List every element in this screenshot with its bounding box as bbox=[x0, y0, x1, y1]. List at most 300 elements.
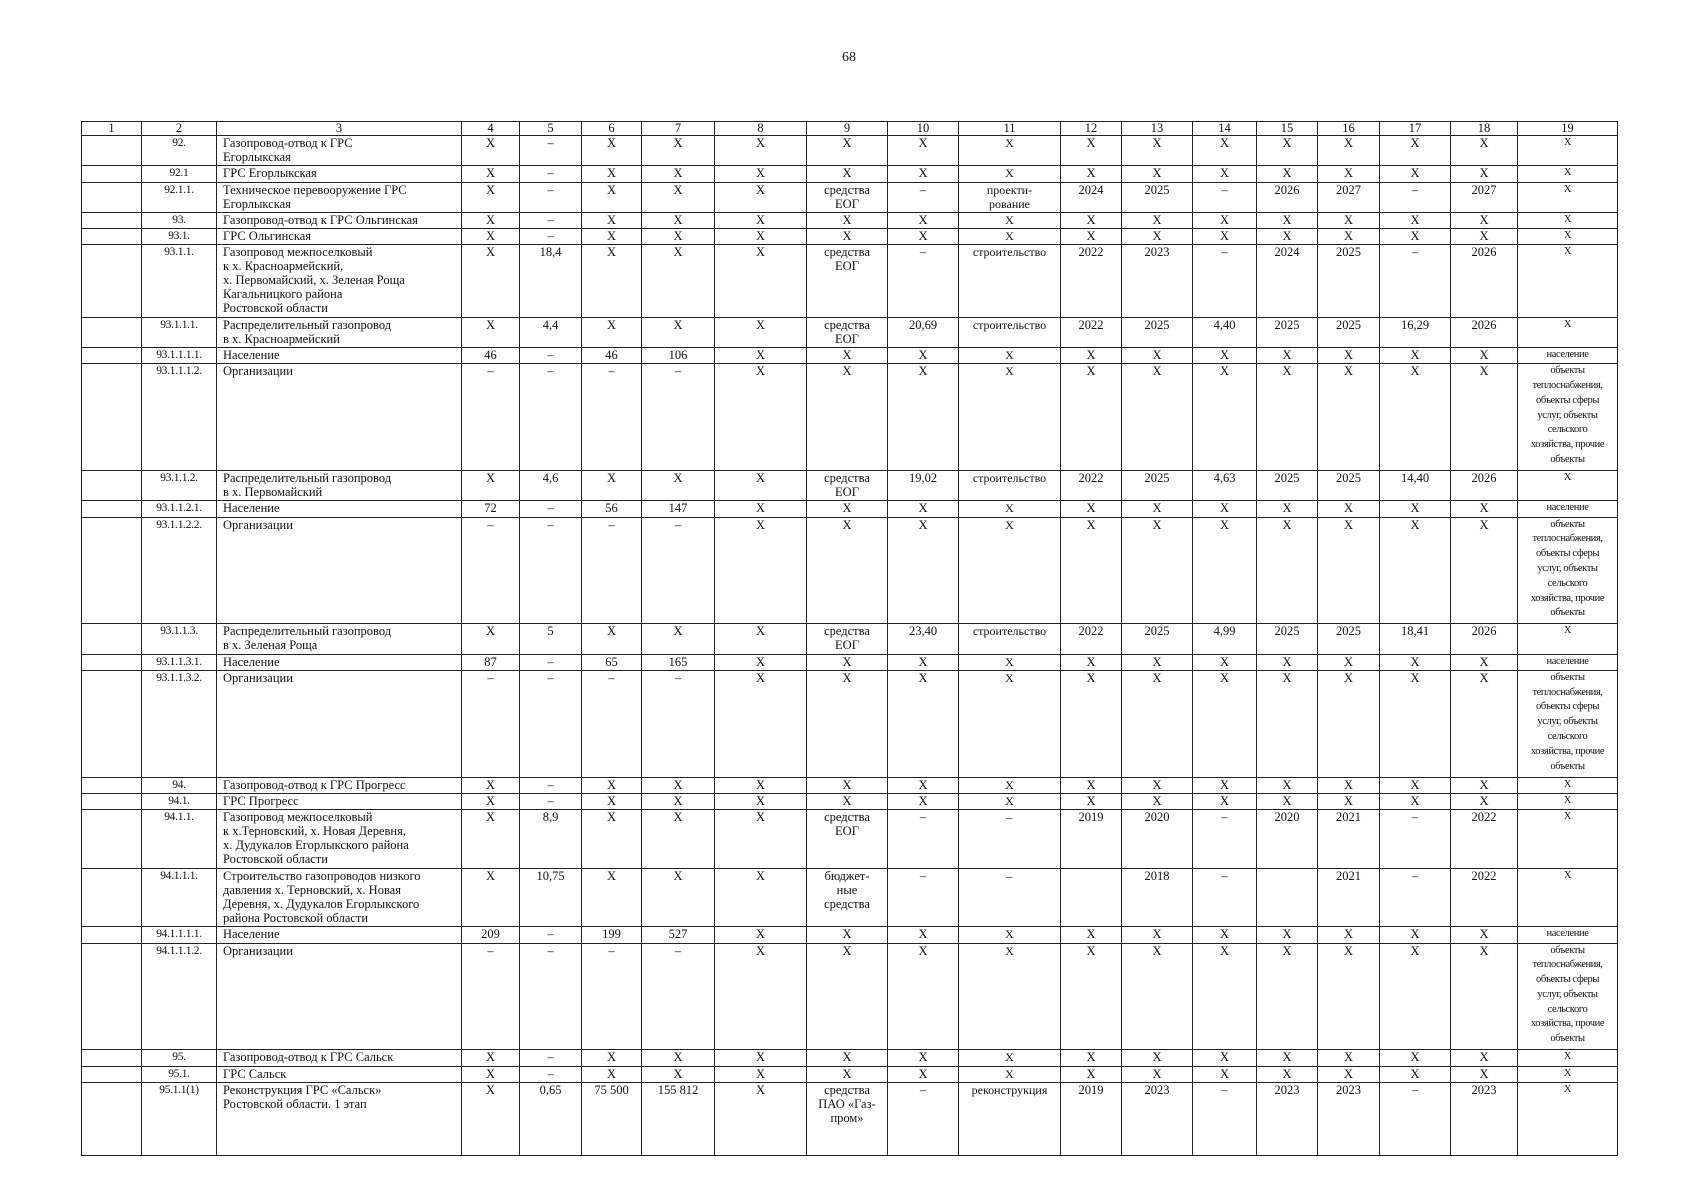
table-cell: Х bbox=[1193, 943, 1257, 1050]
table-cell: – bbox=[1380, 245, 1451, 318]
table-cell: Х bbox=[1318, 793, 1380, 809]
column-number: 11 bbox=[959, 122, 1061, 136]
table-cell: 2023 bbox=[1122, 245, 1193, 318]
table-cell: 2022 bbox=[1061, 624, 1122, 654]
table-cell: 2021 bbox=[1318, 868, 1380, 927]
table-cell: Х bbox=[715, 868, 807, 927]
table-row bbox=[82, 228, 1618, 244]
table-cell: – bbox=[888, 182, 959, 212]
table-cell: Х bbox=[715, 166, 807, 182]
table-cell bbox=[82, 1050, 142, 1066]
column-number: 15 bbox=[1257, 122, 1318, 136]
table-cell: Население bbox=[217, 348, 462, 364]
table-cell: Население bbox=[217, 501, 462, 517]
table-cell: Х bbox=[715, 517, 807, 624]
table-cell bbox=[82, 793, 142, 809]
table-cell: 2024 bbox=[1257, 245, 1318, 318]
table-cell: 199 bbox=[582, 927, 642, 943]
table-cell: 2020 bbox=[1122, 809, 1193, 868]
table-cell: Х bbox=[1193, 927, 1257, 943]
table-cell: Х bbox=[807, 501, 888, 517]
table-cell: – bbox=[462, 943, 520, 1050]
table-cell: Х bbox=[642, 166, 715, 182]
table-cell: Газопровод межпоселковый к х. Красноармейский, х. Первомайский, х. Зеленая Роща Кагальницкого района Ростовской области bbox=[217, 245, 462, 318]
table-cell: Х bbox=[807, 927, 888, 943]
table-cell: объекты теплоснабжения, объекты сферы услуг, объекты сельского хозяйства, прочие объекты bbox=[1518, 943, 1618, 1050]
table-cell: Х bbox=[1451, 670, 1518, 777]
table-cell: Х bbox=[807, 670, 888, 777]
table-cell: 93.1.1.1. bbox=[142, 318, 217, 348]
table-cell: Х bbox=[462, 868, 520, 927]
table-cell: Х bbox=[807, 228, 888, 244]
table-cell: – bbox=[520, 166, 582, 182]
table-cell: – bbox=[1380, 809, 1451, 868]
table-cell: 2025 bbox=[1318, 245, 1380, 318]
table-cell bbox=[1257, 868, 1318, 927]
table-cell: Х bbox=[888, 943, 959, 1050]
table-cell: 94.1.1.1.2. bbox=[142, 943, 217, 1050]
table-cell: – bbox=[582, 364, 642, 471]
table-cell: 46 bbox=[462, 348, 520, 364]
table-cell: Х bbox=[715, 1082, 807, 1155]
table-cell: 2023 bbox=[1257, 1082, 1318, 1155]
table-cell: объекты теплоснабжения, объекты сферы услуг, объекты сельского хозяйства, прочие объекты bbox=[1518, 670, 1618, 777]
table-cell: Х bbox=[959, 166, 1061, 182]
table-cell: Х bbox=[807, 348, 888, 364]
table-cell: 2023 bbox=[1122, 1082, 1193, 1155]
table-cell: Х bbox=[807, 166, 888, 182]
table-row bbox=[82, 471, 1618, 501]
table-cell: Х bbox=[959, 348, 1061, 364]
table-cell: Х bbox=[888, 212, 959, 228]
table-cell: 2018 bbox=[1122, 868, 1193, 927]
table-cell: Х bbox=[1122, 1066, 1193, 1082]
table-row bbox=[82, 318, 1618, 348]
table-cell: Х bbox=[462, 318, 520, 348]
page-number: 68 bbox=[842, 50, 856, 65]
table-cell: Х bbox=[1451, 654, 1518, 670]
table-cell: 93.1.1.3. bbox=[142, 624, 217, 654]
table-cell: – bbox=[1193, 809, 1257, 868]
table-cell: Х bbox=[1257, 1066, 1318, 1082]
table-cell: Х bbox=[1318, 212, 1380, 228]
table-row bbox=[82, 927, 1618, 943]
table-cell: Х bbox=[582, 245, 642, 318]
table-cell: Х bbox=[1451, 517, 1518, 624]
table-cell: 18,41 bbox=[1380, 624, 1451, 654]
table-cell: Х bbox=[1061, 943, 1122, 1050]
table-cell: – bbox=[888, 868, 959, 927]
table-cell: Х bbox=[715, 471, 807, 501]
table-cell: ГРС Ольгинская bbox=[217, 228, 462, 244]
column-number: 6 bbox=[582, 122, 642, 136]
table-cell: 94.1.1.1.1. bbox=[142, 927, 217, 943]
table-cell: Х bbox=[642, 318, 715, 348]
table-cell: Х bbox=[1193, 136, 1257, 166]
table-cell bbox=[82, 1066, 142, 1082]
table-cell: Х bbox=[582, 228, 642, 244]
table-cell: Х bbox=[582, 212, 642, 228]
table-cell: средства ЕОГ bbox=[807, 318, 888, 348]
table-cell: Х bbox=[1318, 670, 1380, 777]
table-cell: Х bbox=[1518, 318, 1618, 348]
table-cell: Х bbox=[642, 136, 715, 166]
table-cell: Организации bbox=[217, 517, 462, 624]
table-cell: Х bbox=[1451, 927, 1518, 943]
data-table bbox=[81, 121, 1618, 1156]
table-cell: Х bbox=[1257, 654, 1318, 670]
table-cell bbox=[82, 245, 142, 318]
table-cell: 93.1.1.1.2. bbox=[142, 364, 217, 471]
column-number: 13 bbox=[1122, 122, 1193, 136]
table-cell: Х bbox=[462, 136, 520, 166]
table-cell: 2024 bbox=[1061, 182, 1122, 212]
table-cell: Х bbox=[715, 318, 807, 348]
table-cell: Х bbox=[715, 245, 807, 318]
table-cell: Х bbox=[1193, 793, 1257, 809]
table-cell: Х bbox=[1122, 136, 1193, 166]
column-number: 7 bbox=[642, 122, 715, 136]
table-cell: 94.1.1.1. bbox=[142, 868, 217, 927]
table-cell bbox=[82, 927, 142, 943]
table-cell: 95. bbox=[142, 1050, 217, 1066]
table-cell: Х bbox=[1257, 136, 1318, 166]
table-cell: Х bbox=[715, 670, 807, 777]
table-cell: 2022 bbox=[1061, 245, 1122, 318]
table-row bbox=[82, 1082, 1618, 1155]
table-cell: Х bbox=[582, 624, 642, 654]
table-cell: Х bbox=[1380, 501, 1451, 517]
table-cell: 2019 bbox=[1061, 809, 1122, 868]
table-cell: – bbox=[582, 517, 642, 624]
table-row bbox=[82, 809, 1618, 868]
table-cell: 4,40 bbox=[1193, 318, 1257, 348]
table-cell: Х bbox=[807, 517, 888, 624]
table-cell bbox=[1061, 868, 1122, 927]
table-cell: 4,4 bbox=[520, 318, 582, 348]
table-cell: Газопровод-отвод к ГРС Ольгинская bbox=[217, 212, 462, 228]
table-cell: Х bbox=[582, 1050, 642, 1066]
table-cell: Х bbox=[642, 624, 715, 654]
table-cell: Х bbox=[1318, 943, 1380, 1050]
table-cell: Х bbox=[807, 793, 888, 809]
column-number: 17 bbox=[1380, 122, 1451, 136]
table-row bbox=[82, 670, 1618, 777]
table-cell: Х bbox=[715, 136, 807, 166]
table-cell: Х bbox=[642, 228, 715, 244]
table-cell: Х bbox=[807, 943, 888, 1050]
table-cell: Х bbox=[715, 501, 807, 517]
table-cell: Х bbox=[1318, 654, 1380, 670]
table-cell: Организации bbox=[217, 364, 462, 471]
table-cell bbox=[82, 624, 142, 654]
table-cell: объекты теплоснабжения, объекты сферы услуг, объекты сельского хозяйства, прочие объекты bbox=[1518, 517, 1618, 624]
table-cell: Х bbox=[1061, 1050, 1122, 1066]
table-cell bbox=[82, 1082, 142, 1155]
table-cell: население bbox=[1518, 654, 1618, 670]
table-cell: население bbox=[1518, 927, 1618, 943]
table-cell: Х bbox=[462, 212, 520, 228]
table-cell: Х bbox=[1518, 136, 1618, 166]
table-cell: Х bbox=[1061, 793, 1122, 809]
table-cell: Х bbox=[642, 182, 715, 212]
table-cell: Х bbox=[1122, 364, 1193, 471]
table-cell: строительство bbox=[959, 471, 1061, 501]
table-cell: – bbox=[642, 364, 715, 471]
table-cell: 106 bbox=[642, 348, 715, 364]
table-cell: 2020 bbox=[1257, 809, 1318, 868]
table-cell: – bbox=[1193, 245, 1257, 318]
table-cell: Х bbox=[462, 793, 520, 809]
table-cell: Реконструкция ГРС «Сальск» Ростовской области. 1 этап bbox=[217, 1082, 462, 1155]
table-cell: Х bbox=[807, 212, 888, 228]
table-cell: Распределительный газопровод в х. Зеленая Роща bbox=[217, 624, 462, 654]
table-cell: Х bbox=[1257, 228, 1318, 244]
table-cell: 18,4 bbox=[520, 245, 582, 318]
table-cell: Х bbox=[1122, 212, 1193, 228]
table-cell: Х bbox=[1318, 1050, 1380, 1066]
table-cell: Х bbox=[888, 136, 959, 166]
table-cell: – bbox=[1380, 1082, 1451, 1155]
table-cell: 95.1.1(1) bbox=[142, 1082, 217, 1155]
table-cell: 94. bbox=[142, 777, 217, 793]
table-cell: Х bbox=[1380, 166, 1451, 182]
column-number: 14 bbox=[1193, 122, 1257, 136]
column-number: 3 bbox=[217, 122, 462, 136]
table-row bbox=[82, 136, 1618, 166]
table-cell: 93.1.1.1.1. bbox=[142, 348, 217, 364]
table-cell: Х bbox=[1318, 364, 1380, 471]
table-cell: Х bbox=[462, 182, 520, 212]
table-cell: Х bbox=[1257, 166, 1318, 182]
table-cell: Х bbox=[1451, 228, 1518, 244]
table-cell: 8,9 bbox=[520, 809, 582, 868]
table-cell: Х bbox=[1518, 809, 1618, 868]
table-cell: 2025 bbox=[1122, 318, 1193, 348]
table-cell: Х bbox=[1451, 166, 1518, 182]
table-cell: население bbox=[1518, 501, 1618, 517]
table-cell: Х bbox=[1518, 793, 1618, 809]
table-cell: Х bbox=[1380, 777, 1451, 793]
table-cell: Х bbox=[959, 136, 1061, 166]
table-cell: – bbox=[582, 943, 642, 1050]
table-cell: Х bbox=[715, 364, 807, 471]
table-cell: Х bbox=[1061, 517, 1122, 624]
table-cell: Х bbox=[1122, 793, 1193, 809]
table-cell: Х bbox=[1061, 654, 1122, 670]
table-cell: – bbox=[520, 228, 582, 244]
table-cell: – bbox=[520, 1066, 582, 1082]
table-cell: Х bbox=[715, 624, 807, 654]
table-cell: Х bbox=[888, 364, 959, 471]
table-cell: Х bbox=[1061, 212, 1122, 228]
table-cell: Х bbox=[642, 1066, 715, 1082]
table-cell: Х bbox=[1518, 182, 1618, 212]
table-cell: Х bbox=[1318, 136, 1380, 166]
table-cell: Х bbox=[642, 777, 715, 793]
table-cell: Х bbox=[1318, 1066, 1380, 1082]
table-cell: Х bbox=[888, 927, 959, 943]
table-cell: Х bbox=[462, 777, 520, 793]
table-cell: 14,40 bbox=[1380, 471, 1451, 501]
table-cell: 2023 bbox=[1318, 1082, 1380, 1155]
table-cell: 4,6 bbox=[520, 471, 582, 501]
table-cell: Население bbox=[217, 654, 462, 670]
table-row bbox=[82, 868, 1618, 927]
table-cell: 2025 bbox=[1257, 318, 1318, 348]
table-cell: Х bbox=[888, 517, 959, 624]
table-cell: Х bbox=[1257, 501, 1318, 517]
table-cell: – bbox=[520, 501, 582, 517]
table-cell: Х bbox=[1451, 1066, 1518, 1082]
table-cell: Х bbox=[582, 182, 642, 212]
table-cell: Х bbox=[959, 212, 1061, 228]
table-cell bbox=[82, 654, 142, 670]
table-cell: 2026 bbox=[1451, 471, 1518, 501]
table-cell: Газопровод-отвод к ГРС Егорлыкская bbox=[217, 136, 462, 166]
table-cell: Х bbox=[888, 1066, 959, 1082]
table-cell: 20,69 bbox=[888, 318, 959, 348]
table-row bbox=[82, 654, 1618, 670]
table-cell: – bbox=[462, 670, 520, 777]
table-cell: Х bbox=[959, 1050, 1061, 1066]
table-cell bbox=[82, 348, 142, 364]
table-cell: Х bbox=[1061, 348, 1122, 364]
table-cell: 46 bbox=[582, 348, 642, 364]
table-cell: Организации bbox=[217, 670, 462, 777]
table-cell: 2022 bbox=[1061, 318, 1122, 348]
table-cell: средства ПАО «Газ- пром» bbox=[807, 1082, 888, 1155]
table-cell: Х bbox=[462, 624, 520, 654]
table-cell: 4,63 bbox=[1193, 471, 1257, 501]
table-cell: Х bbox=[959, 517, 1061, 624]
table-cell: Х bbox=[582, 793, 642, 809]
table-cell: Х bbox=[1061, 501, 1122, 517]
table-cell: 72 bbox=[462, 501, 520, 517]
table-cell: 93. bbox=[142, 212, 217, 228]
table-cell: – bbox=[1193, 182, 1257, 212]
table-cell bbox=[82, 136, 142, 166]
table-cell: – bbox=[520, 364, 582, 471]
table-cell: – bbox=[520, 654, 582, 670]
table-cell: Х bbox=[715, 777, 807, 793]
table-cell: Х bbox=[1257, 670, 1318, 777]
column-number: 4 bbox=[462, 122, 520, 136]
table-cell: Х bbox=[959, 654, 1061, 670]
table-cell: Х bbox=[959, 943, 1061, 1050]
table-cell: – bbox=[1380, 868, 1451, 927]
table-cell: 2026 bbox=[1451, 624, 1518, 654]
table-cell: реконструкция bbox=[959, 1082, 1061, 1155]
table-cell: – bbox=[1193, 1082, 1257, 1155]
table-cell: Х bbox=[1257, 517, 1318, 624]
table-cell: Х bbox=[1318, 228, 1380, 244]
table-cell: Х bbox=[1451, 943, 1518, 1050]
table-row bbox=[82, 348, 1618, 364]
table-cell: Х bbox=[1518, 624, 1618, 654]
table-cell: – bbox=[888, 245, 959, 318]
table-cell: – bbox=[520, 943, 582, 1050]
column-number: 1 bbox=[82, 122, 142, 136]
table-cell: 209 bbox=[462, 927, 520, 943]
table-cell bbox=[82, 777, 142, 793]
table-cell: Х bbox=[807, 654, 888, 670]
table-cell: 2022 bbox=[1061, 471, 1122, 501]
table-cell: Х bbox=[1318, 166, 1380, 182]
table-cell: 2021 bbox=[1318, 809, 1380, 868]
table-cell: Газопровод-отвод к ГРС Прогресс bbox=[217, 777, 462, 793]
table-row bbox=[82, 364, 1618, 471]
column-number: 5 bbox=[520, 122, 582, 136]
table-cell: 2025 bbox=[1318, 318, 1380, 348]
table-cell: Х bbox=[715, 182, 807, 212]
table-cell: 2026 bbox=[1451, 245, 1518, 318]
table-cell: Х bbox=[807, 1050, 888, 1066]
column-number: 12 bbox=[1061, 122, 1122, 136]
table-cell: Х bbox=[642, 471, 715, 501]
table-cell: Х bbox=[1061, 166, 1122, 182]
table-cell: Х bbox=[462, 166, 520, 182]
table-cell: Х bbox=[582, 809, 642, 868]
table-cell: – bbox=[520, 517, 582, 624]
table-cell: Х bbox=[1318, 517, 1380, 624]
table-cell: Х bbox=[1193, 517, 1257, 624]
table-cell: – bbox=[959, 868, 1061, 927]
table-cell: – bbox=[520, 793, 582, 809]
table-cell: Х bbox=[462, 1082, 520, 1155]
table-row bbox=[82, 517, 1618, 624]
table-cell: Х bbox=[888, 777, 959, 793]
table-cell: строительство bbox=[959, 318, 1061, 348]
table-cell: Х bbox=[642, 793, 715, 809]
table-cell: Х bbox=[1318, 777, 1380, 793]
table-cell: Х bbox=[1451, 348, 1518, 364]
table-cell: 92. bbox=[142, 136, 217, 166]
table-cell: – bbox=[520, 670, 582, 777]
table-cell: Х bbox=[642, 809, 715, 868]
table-cell: Х bbox=[888, 1050, 959, 1066]
table-row bbox=[82, 166, 1618, 182]
table-cell: Х bbox=[959, 670, 1061, 777]
table-cell: 147 bbox=[642, 501, 715, 517]
table-cell: 2025 bbox=[1122, 624, 1193, 654]
table-cell: 155 812 bbox=[642, 1082, 715, 1155]
table-cell: Х bbox=[1122, 943, 1193, 1050]
table-cell: Х bbox=[582, 136, 642, 166]
table-cell: Х bbox=[959, 501, 1061, 517]
table-row bbox=[82, 624, 1618, 654]
table-cell: Х bbox=[715, 654, 807, 670]
table-cell: Х bbox=[1061, 228, 1122, 244]
table-cell: Х bbox=[959, 927, 1061, 943]
table-cell: Х bbox=[1380, 136, 1451, 166]
table-cell: Х bbox=[959, 1066, 1061, 1082]
table-cell: Х bbox=[1518, 1050, 1618, 1066]
table-cell: Х bbox=[1193, 1050, 1257, 1066]
table-cell: 75 500 bbox=[582, 1082, 642, 1155]
table-cell: Х bbox=[1061, 670, 1122, 777]
column-number: 18 bbox=[1451, 122, 1518, 136]
table-cell: Х bbox=[1193, 777, 1257, 793]
table-cell: Х bbox=[807, 364, 888, 471]
table-cell: Х bbox=[1318, 348, 1380, 364]
table-cell: 19,02 bbox=[888, 471, 959, 501]
table-cell: Х bbox=[1380, 1066, 1451, 1082]
table-cell: Распределительный газопровод в х. Красноармейский bbox=[217, 318, 462, 348]
table-cell: Х bbox=[1451, 212, 1518, 228]
table-cell: Х bbox=[1518, 1082, 1618, 1155]
table-cell: Х bbox=[1193, 348, 1257, 364]
